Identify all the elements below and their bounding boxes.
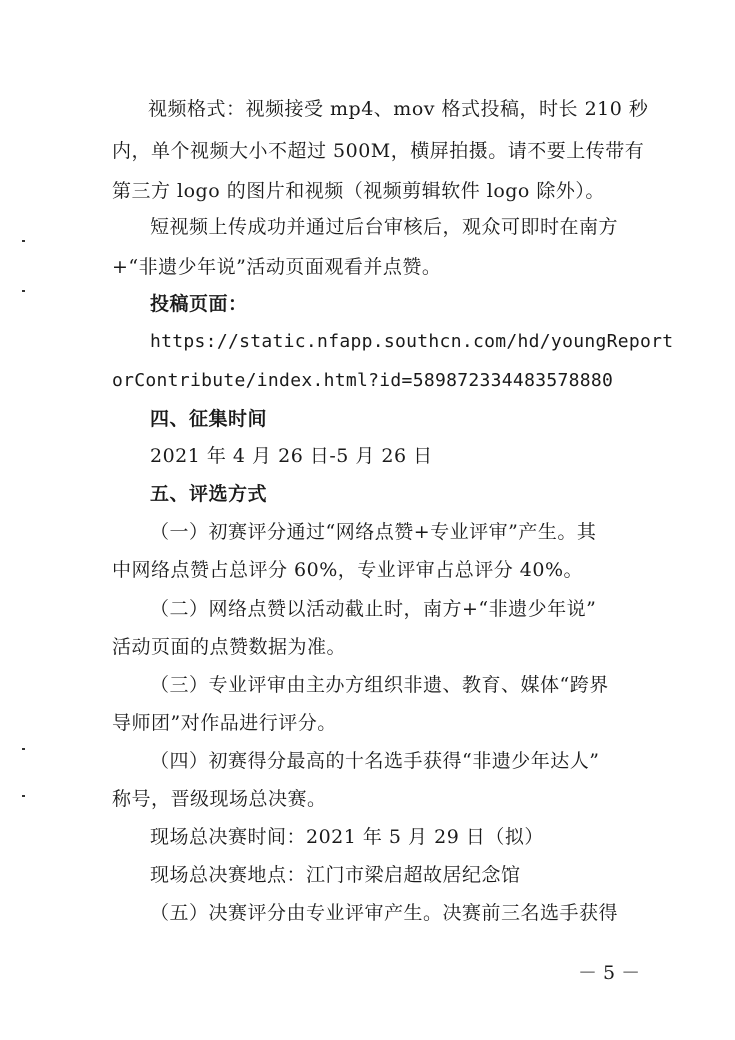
review-note-line-1: 短视频上传成功并通过后台审核后，观众可即时在南方 [150,216,619,238]
page-number: － 5 － [578,962,641,984]
video-format-line-1: 视频格式：视频接受 mp4、mov 格式投稿，时长 210 秒 [148,98,649,120]
rule-3-line-1: （三）专业评审由主办方组织非遗、教育、媒体“跨界 [150,674,609,696]
final-venue: 现场总决赛地点：江门市梁启超故居纪念馆 [150,864,521,886]
rule-4-line-1: （四）初赛得分最高的十名选手获得“非遗少年达人” [150,750,600,772]
submit-url-line-2: orContribute/index.html?id=589872334483578880 [112,370,614,391]
video-format-line-2: 内，单个视频大小不超过 500M，横屏拍摄。请不要上传带有 [112,140,645,162]
collect-period: 2021 年 4 月 26 日-5 月 26 日 [150,445,433,467]
submit-page-heading: 投稿页面： [150,293,248,315]
rule-2-line-1: （二）网络点赞以活动截止时，南方+“非遗少年说” [150,598,597,620]
section-5-heading: 五、评选方式 [150,483,268,505]
final-time: 现场总决赛时间：2021 年 5 月 29 日（拟） [150,826,544,848]
rule-3-line-2: 导师团”对作品进行评分。 [112,712,337,734]
section-4-heading: 四、征集时间 [150,408,268,430]
review-note-line-2: +“非遗少年说”活动页面观看并点赞。 [112,256,442,278]
rule-5-line-1: （五）决赛评分由专业评审产生。决赛前三名选手获得 [150,902,619,924]
rule-1-line-2: 中网络点赞占总评分 60%，专业评审占总评分 40%。 [112,559,584,581]
rule-1-line-1: （一）初赛评分通过“网络点赞+专业评审”产生。其 [150,521,597,543]
rule-4-line-2: 称号，晋级现场总决赛。 [112,788,327,810]
video-format-line-3: 第三方 logo 的图片和视频（视频剪辑软件 logo 除外）。 [112,180,605,202]
rule-2-line-2: 活动页面的点赞数据为准。 [112,636,347,658]
submit-url-line-1: https://static.nfapp.southcn.com/hd/youngReport [150,331,674,352]
